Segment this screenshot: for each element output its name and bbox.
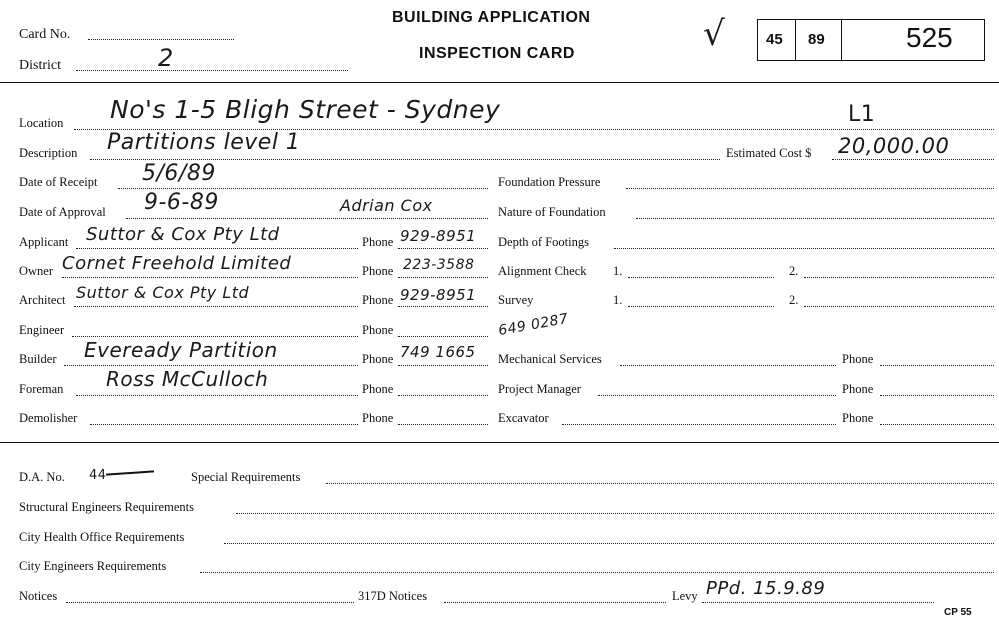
survey-num1: 1.	[613, 293, 623, 307]
mechanical-services-phone-label: Phone	[842, 352, 874, 366]
demolisher-phone-label: Phone	[362, 411, 394, 425]
alignment-check-line1	[628, 277, 774, 278]
survey-line1	[628, 306, 774, 307]
foreman-label: Foreman	[19, 382, 64, 396]
engineer-phone-line	[398, 336, 488, 337]
notices-317d-label: 317D Notices	[358, 589, 428, 603]
applicant-phone-line	[398, 248, 488, 249]
levy-value: PPd. 15.9.89	[706, 578, 826, 599]
builder-phone-line	[398, 365, 488, 366]
notices-line	[66, 602, 354, 603]
alignment-check-num1: 1.	[613, 264, 623, 278]
applicant-line	[76, 248, 358, 249]
applicant-value: Suttor & Cox Pty Ltd	[86, 224, 280, 245]
builder-label: Builder	[19, 352, 57, 366]
da-no-label: D.A. No.	[19, 470, 65, 484]
architect-phone-label: Phone	[362, 293, 394, 307]
check-mark: √	[703, 14, 726, 54]
city-engineers-requirements-line	[200, 572, 994, 573]
structural-requirements-label: Structural Engineers Requirements	[19, 500, 194, 514]
project-manager-phone-label: Phone	[842, 382, 874, 396]
foreman-line	[76, 395, 358, 396]
estimated-cost-value: 20,000.00	[838, 134, 950, 158]
foreman-phone-line	[398, 395, 488, 396]
mechanical-services-phone-line	[880, 365, 994, 366]
depth-of-footings-line	[614, 248, 994, 249]
applicant-phone: 929-8951	[400, 227, 477, 245]
project-manager-line	[598, 395, 836, 396]
excavator-phone-line	[880, 424, 994, 425]
foreman-value: Ross McCulloch	[106, 367, 269, 391]
builder-phone-label: Phone	[362, 352, 394, 366]
engineer-phone-label: Phone	[362, 323, 394, 337]
date-of-receipt-label: Date of Receipt	[19, 175, 98, 189]
form-title-line1: BUILDING APPLICATION	[392, 9, 591, 26]
owner-line	[62, 277, 358, 278]
applicant-label: Applicant	[19, 235, 69, 249]
section-divider	[0, 442, 999, 443]
architect-label: Architect	[19, 293, 66, 307]
da-no-scribble	[106, 470, 154, 475]
date-of-approval-line	[126, 218, 488, 219]
date-of-receipt-line	[118, 188, 488, 189]
demolisher-label: Demolisher	[19, 411, 78, 425]
date-of-receipt-value: 5/6/89	[142, 161, 216, 186]
builder-phone: 749 1665	[400, 343, 476, 361]
health-requirements-line	[224, 543, 994, 544]
mechanical-services-label: Mechanical Services	[498, 352, 602, 366]
builder-line	[64, 365, 358, 366]
date-of-approval-value: 9-6-89	[144, 190, 219, 215]
approval-note: Adrian Cox	[340, 196, 433, 215]
owner-label: Owner	[19, 264, 54, 278]
form-title-line2: INSPECTION CARD	[419, 45, 575, 62]
demolisher-line	[90, 424, 358, 425]
special-requirements-line	[326, 483, 994, 484]
foundation-pressure-line	[626, 188, 994, 189]
alignment-check-line2	[804, 277, 994, 278]
nature-of-foundation-label: Nature of Foundation	[498, 205, 606, 219]
architect-phone: 929-8951	[400, 286, 477, 304]
project-manager-phone-line	[880, 395, 994, 396]
owner-value: Cornet Freehold Limited	[62, 253, 292, 274]
health-requirements-label: City Health Office Requirements	[19, 530, 185, 544]
description-line	[90, 159, 720, 160]
city-engineers-requirements-label: City Engineers Requirements	[19, 559, 167, 573]
notices-label: Notices	[19, 589, 58, 603]
nature-of-foundation-line	[636, 218, 994, 219]
estimated-cost-line	[832, 159, 994, 160]
owner-phone: 223-3588	[403, 257, 475, 273]
survey-num2: 2.	[789, 293, 799, 307]
alignment-check-num2: 2.	[789, 264, 799, 278]
ref-year-prefix: 45	[766, 31, 783, 48]
location-label: Location	[19, 116, 64, 130]
excavator-label: Excavator	[498, 411, 549, 425]
structural-requirements-line	[236, 513, 994, 514]
district-value: 2	[158, 44, 174, 72]
excavator-line	[562, 424, 836, 425]
special-requirements-label: Special Requirements	[191, 470, 301, 484]
notices-317d-line	[444, 602, 666, 603]
card-no-label: Card No.	[19, 27, 71, 42]
depth-of-footings-label: Depth of Footings	[498, 235, 589, 249]
location-value: No's 1-5 Bligh Street - Sydney	[110, 95, 501, 124]
district-line	[76, 70, 348, 71]
description-label: Description	[19, 146, 78, 160]
architect-value: Suttor & Cox Pty Ltd	[76, 283, 250, 302]
project-manager-label: Project Manager	[498, 382, 581, 396]
levy-label: Levy	[672, 589, 698, 603]
owner-phone-label: Phone	[362, 264, 394, 278]
levy-line	[702, 602, 934, 603]
architect-line	[74, 306, 358, 307]
ref-number: 525	[906, 22, 953, 53]
survey-label: Survey	[498, 293, 534, 307]
ref-year: 89	[808, 31, 825, 48]
district-label: District	[19, 58, 61, 73]
foreman-phone-label: Phone	[362, 382, 394, 396]
card-no-line	[88, 39, 234, 40]
location-code: L1	[848, 102, 876, 127]
builder-phone-alt: 649 0287	[497, 310, 570, 340]
estimated-cost-label: Estimated Cost $	[726, 146, 812, 160]
owner-phone-line	[398, 277, 488, 278]
form-code: CP 55	[944, 607, 972, 618]
excavator-phone-label: Phone	[842, 411, 874, 425]
architect-phone-line	[398, 306, 488, 307]
da-no-value: 44	[89, 468, 107, 483]
builder-value: Eveready Partition	[84, 338, 278, 362]
applicant-phone-label: Phone	[362, 235, 394, 249]
demolisher-phone-line	[398, 424, 488, 425]
engineer-label: Engineer	[19, 323, 65, 337]
header-divider	[0, 82, 999, 83]
description-value: Partitions level 1	[107, 130, 301, 155]
survey-line2	[804, 306, 994, 307]
engineer-line	[72, 336, 358, 337]
mechanical-services-line	[620, 365, 836, 366]
alignment-check-label: Alignment Check	[498, 264, 587, 278]
date-of-approval-label: Date of Approval	[19, 205, 106, 219]
foundation-pressure-label: Foundation Pressure	[498, 175, 601, 189]
